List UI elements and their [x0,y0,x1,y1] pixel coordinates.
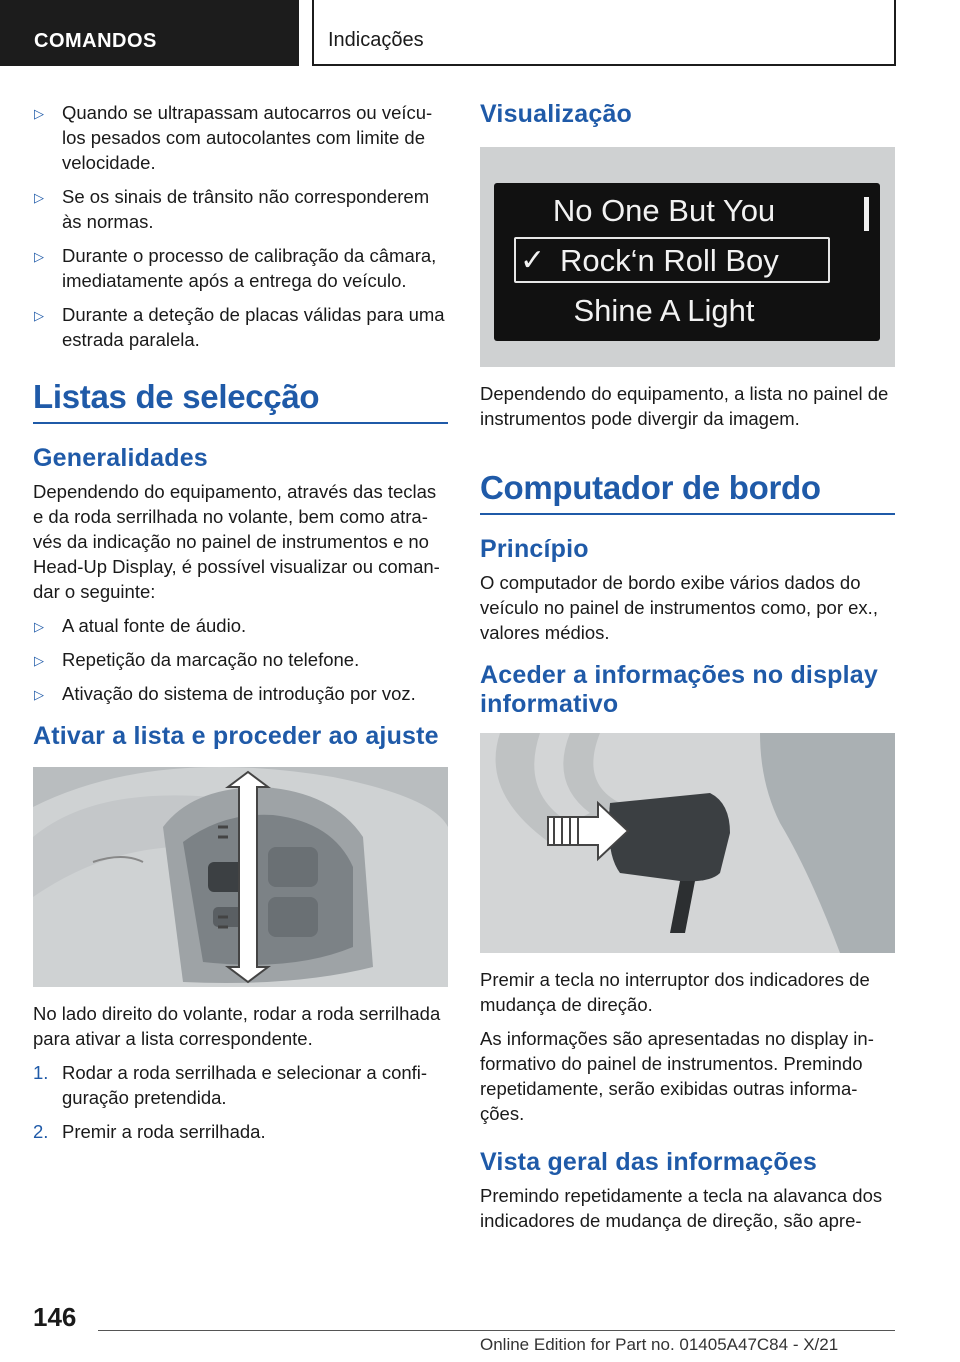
triangle-right-icon: ▷ [34,106,44,121]
scrollbar-indicator [864,197,869,231]
visualizacao-caption: Dependendo do equipamento, a lista no painel de instrumentos pode divergir da imagem. [480,383,889,429]
aceder-text-2: As informações são apresentadas no display in-formativo do painel de instrumentos. Premindo repetidamente, serão exibidas outras informa-ções. [480,1028,874,1124]
display-screen [494,183,880,341]
section-title-ativar: Ativar a lista e proceder ao ajuste [33,722,439,750]
triangle-right-icon: ▷ [34,249,44,264]
footer-edition: Online Edition for Part no. 01405A47C84 - X/21 [480,1335,839,1354]
list-item: ▷ Durante a deteção de placas válidas para uma estrada paralela. [34,304,445,350]
triangle-right-icon: ▷ [34,308,44,323]
triangle-right-icon: ▷ [34,653,44,668]
principio-text: O computador de bordo exibe vários dados do veículo no painel de instrumentos como, por ex., valores médios. [480,572,878,643]
triangle-right-icon: ▷ [34,190,44,205]
list-item: ▷ Se os sinais de trânsito não corresponderem às normas. [34,186,430,232]
generalidades-text: Dependendo do equipamento, através das teclas e da roda serrilhada no volante, bem como atra-vés da indicação no painel de instrumentos e no Head-Up Display, é possível visualizar ou coman-dar o seguinte: [33,481,440,602]
generalidades-bullet-list [33,613,448,706]
checkmark-icon: ✓ [520,244,546,277]
selection-list-figure [480,147,895,367]
turn-signal-lever-illustration [480,733,895,953]
display-list-item: No One But You [552,193,776,228]
list-item: ▷ A atual fonte de áudio. [33,613,448,638]
turn-signal-lever-figure [480,733,895,953]
list-item: 2. Premir a roda serrilhada. [33,1121,266,1142]
chapter-title-computador: Computador de bordo [480,469,895,515]
intro-bullet-list [33,100,448,352]
list-item: ▷ Durante o processo de calibração da câmara, imediatamente após a entrega do veículo. [34,245,437,291]
aceder-text-1: Premir a tecla no interruptor dos indicadores de mudança de direção. [480,969,870,1015]
vista-text: Premindo repetidamente a tecla na alavanca dos indicadores de mudança de direção, são apre- [480,1185,883,1231]
steering-wheel-figure [33,767,448,987]
footer-divider [98,1330,895,1331]
ativar-step-list [33,1060,448,1144]
page-number: 146 [33,1302,77,1332]
triangle-right-icon: ▷ [34,619,44,634]
section-title-principio: Princípio [480,535,589,563]
section-title-aceder: Aceder a informações no display informativo [480,661,878,718]
section-title-generalidades: Generalidades [33,444,208,472]
page-header [0,0,960,66]
right-column [480,100,895,1242]
triangle-right-icon: ▷ [34,687,44,702]
chapter-title-listas: Listas de selecção [33,378,448,424]
steering-wheel-illustration [33,767,448,987]
list-item: ▷ Quando se ultrapassam autocarros ou veícu-los pesados com autocolantes com limite de velocidade. [34,102,433,173]
selected-item-frame [514,237,830,283]
header-section-label: COMANDOS [0,0,299,66]
list-item: 1. Rodar a roda serrilhada e selecionar a confi-guração pretendida. [33,1062,428,1108]
list-item: ▷ Repetição da marcação no telefone. [33,647,448,672]
ativar-caption: No lado direito do volante, rodar a roda serrilhada para ativar a lista correspondente. [33,1003,441,1049]
section-title-visualizacao: Visualização [480,100,633,128]
list-item: ▷ Ativação do sistema de introdução por voz. [33,681,448,706]
header-topic-label: Indicações [312,0,896,66]
section-title-vista: Vista geral das informações [480,1148,818,1176]
display-list-item: Shine A Light [573,293,755,328]
left-column [33,100,448,1153]
display-list-item: Rock‘n Roll Boy [560,243,779,278]
